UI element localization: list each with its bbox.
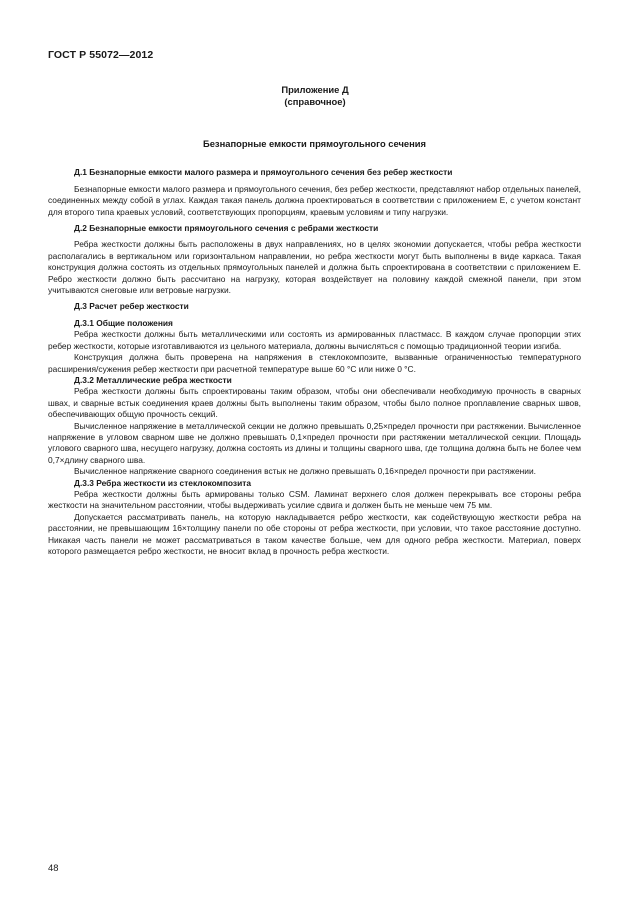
paragraph: Ребра жесткости должны быть спроектированы таким образом, чтобы они обеспечивали необходимую прочность в сварных швах, и сварные встык соединения краев должны быть выполнены таким образом, чтобы было полное проплавление сварных швов, обеспечивающих общую прочность секций. <box>48 386 581 420</box>
section-heading-d2: Д.2 Безнапорные емкости прямоугольного сечения с ребрами жесткости <box>74 223 379 234</box>
document-body <box>48 138 581 557</box>
appendix-title: Приложение Д <box>281 84 349 95</box>
paragraph: Ребра жесткости должны быть армированы только CSM. Ламинат верхнего слоя должен перекрывать все стороны ребра жесткости на значительном расстоянии, чтобы выдерживать усилие сдвига и должен быть не меньше чем 75 мм. <box>48 488 581 511</box>
document-code: ГОСТ Р 55072—2012 <box>48 49 154 61</box>
subsection-heading-d32: Д.3.2 Металлические ребра жесткости <box>74 374 232 385</box>
paragraph: Ребра жесткости должны быть расположены в двух направлениях, но в целях экономии допускается, чтобы ребра жесткости располагались в вертикальном или горизонтальном направлении, но ребра жесткости могут быть выполнены в виде каркаса. Такая конструкция должна состоять из отдельных прямоугольных панелей и должна быть спроектирована в соответствии с приложением Е. Ребро жесткости должно быть рассчитано на нагрузку, которая воздействует на половину каждой смежной панели, при этом учитываются снеговые или ветровые нагрузки. <box>48 239 581 296</box>
paragraph: Вычисленное напряжение в металлической секции не должно превышать 0,25×предел прочности при растяжении. Вычисленное напряжение в угловом сварном шве не должно превышать 0,1×предел прочности при растяжении металлической секции. Площадь углового сварного шва, несущего нагрузку, должна состоять из длины и толщины сварного шва, где толщина должна быть не более чем 0,7×длину сварного шва. <box>48 420 581 465</box>
appendix-subtitle: (справочное) <box>284 96 346 107</box>
subsection-heading-d31: Д.3.1 Общие положения <box>74 317 173 328</box>
section-heading-d1: Д.1 Безнапорные емкости малого размера и прямоугольного сечения без ребер жесткости <box>74 167 453 178</box>
subsection-heading-d33: Д.3.3 Ребра жесткости из стеклокомпозита <box>74 477 252 488</box>
appendix-header <box>0 84 630 108</box>
section-heading-d3: Д.3 Расчет ребер жесткости <box>74 301 189 312</box>
paragraph: Ребра жесткости должны быть металлическими или состоять из армированных пластмасс. В каждом случае пропорции этих ребер жесткости, которые изготавливаются из цельного материала, должны вычисляться с помощью традиционной теории изгиба. <box>48 329 581 351</box>
main-title: Безнапорные емкости прямоугольного сечения <box>202 138 427 149</box>
paragraph: Допускается рассматривать панель, на которую накладывается ребро жесткости, как содействующую жесткости ребра на расстоянии, не превышающим 16×толщину панели по обе стороны от ребра жесткости, при условии, что такое расстояние доступно. Никакая часть панели не может рассматриваться в таком качестве больше, чем для одного ребра жесткости. Материал, поверх которого размещается ребро жесткости, не вносит вклад в прочность ребра жесткости. <box>48 511 581 556</box>
page-number: 48 <box>48 862 59 873</box>
paragraph: Вычисленное напряжение сварного соединения встык не должно превышать 0,16×предел прочности при растяжении. <box>74 466 536 477</box>
paragraph: Конструкция должна быть проверена на напряжения в стеклокомпозите, вызванные ограниченностью температурного расширения/сужения ребер жесткости при расчетной температуре выше 60 °С или ниже 0 °С. <box>48 352 581 374</box>
paragraph: Безнапорные емкости малого размера и прямоугольного сечения, без ребер жесткости, представляют набор отдельных панелей, соединенных между собой в углах. Каждая такая панель должна проектироваться в соответствии с приложением Е, с учетом констант для второго типа краевых условий, соответствующих пропорциям, краевым условиям и типу нагрузки. <box>48 183 581 217</box>
